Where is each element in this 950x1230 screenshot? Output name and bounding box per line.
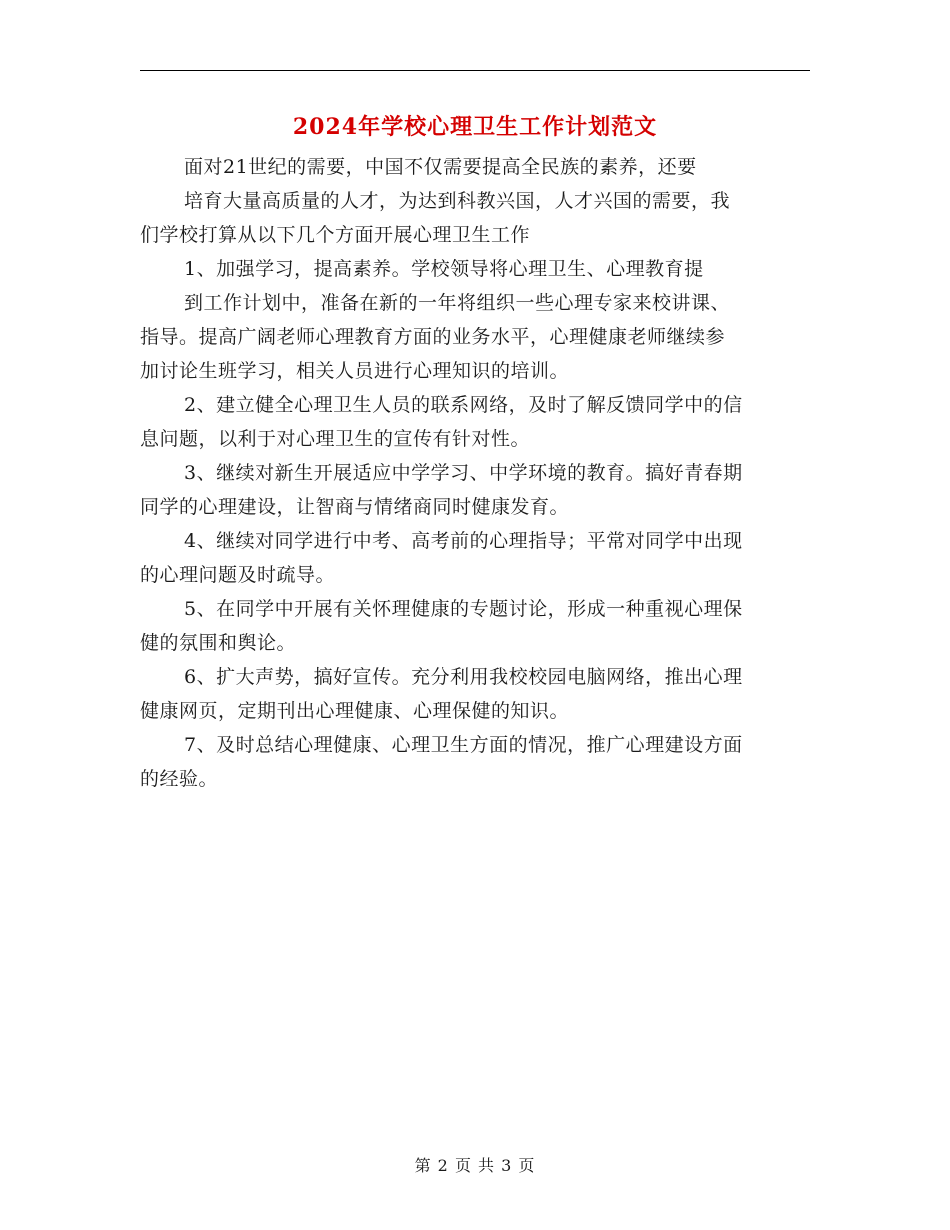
paragraph-line: 同学的心理建设，让智商与情绪商同时健康发育。 [140,496,570,518]
paragraph-item-5 [140,592,810,660]
paragraph-line: 健康网页，定期刊出心理健康、心理保健的知识。 [140,700,570,722]
document-body [140,150,810,796]
page-footer: 第 2 页 共 3 页 [414,1156,536,1175]
paragraph-line: 们学校打算从以下几个方面开展心理卫生工作 [140,224,531,246]
paragraph-item-7 [140,728,810,796]
paragraph-item-3 [140,456,810,524]
paragraph-item-2 [140,388,810,456]
paragraph-line: 健的氛围和舆论。 [140,632,297,654]
paragraph-line: 4、继续对同学进行中考、高考前的心理指导；平常对同学中出现 [184,530,743,552]
paragraph-intro [140,150,810,252]
header-rule [140,70,810,71]
paragraph-line: 5、在同学中开展有关怀理健康的专题讨论，形成一种重视心理保 [184,598,743,620]
paragraph-line: 到工作计划中，准备在新的一年将组织一些心理专家来校讲课、 [184,292,731,314]
paragraph-line: 1、加强学习，提高素养。学校领导将心理卫生、心理教育提 [184,258,704,280]
paragraph-item-4 [140,524,810,592]
paragraph-line: 培育大量高质量的人才，为达到科教兴国，人才兴国的需要，我 [184,190,731,212]
document-title: 2024年学校心理卫生工作计划范文 [292,114,658,140]
paragraph-line: 7、及时总结心理健康、心理卫生方面的情况，推广心理建设方面 [184,734,743,756]
paragraph-line: 的经验。 [140,768,219,790]
paragraph-item-6 [140,660,810,728]
paragraph-line: 2、建立健全心理卫生人员的联系网络，及时了解反馈同学中的信 [184,394,743,416]
paragraph-line: 加讨论生班学习，相关人员进行心理知识的培训。 [140,360,570,382]
paragraph-line: 指导。提高广阔老师心理教育方面的业务水平，心理健康老师继续参 [140,326,726,348]
paragraph-line: 息问题，以利于对心理卫生的宣传有针对性。 [140,428,531,450]
paragraph-line: 的心理问题及时疏导。 [140,564,336,586]
paragraph-item-1 [140,252,810,388]
paragraph-line: 面对21世纪的需要，中国不仅需要提高全民族的素养，还要 [184,156,697,178]
paragraph-line: 3、继续对新生开展适应中学学习、中学环境的教育。搞好青春期 [184,462,743,484]
paragraph-line: 6、扩大声势，搞好宣传。充分利用我校校园电脑网络，推出心理 [184,666,743,688]
